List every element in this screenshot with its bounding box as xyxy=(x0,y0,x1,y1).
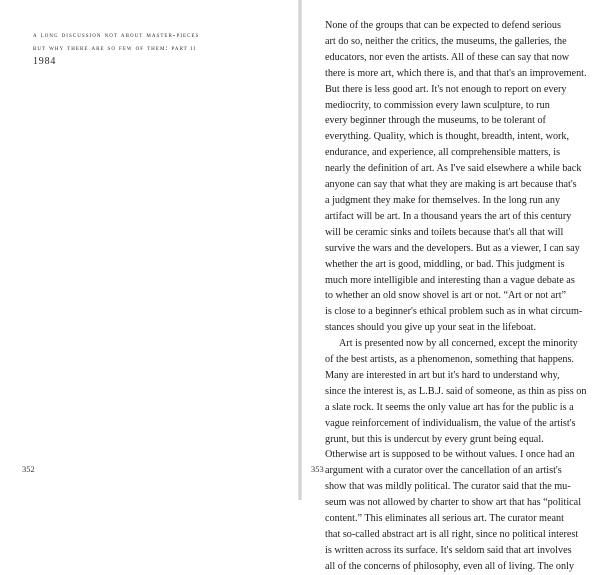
text-line: grunt, but this is undercut by every grunt being equal. xyxy=(325,433,544,445)
text-line: is close to a beginner's ethical problem such as in what circum- xyxy=(325,306,583,318)
text-line: all of the concerns of philosophy, even all of living. The only xyxy=(325,560,574,572)
text-line: art do so, neither the critics, the museums, the galleries, the xyxy=(325,35,567,47)
text-line: seum was not allowed by charter to show art that has “political xyxy=(325,497,582,509)
text-line: to whether an old snow shovel is art or not. “Art or not art” xyxy=(325,290,567,302)
running-head-line-1: a long discussion not about master-pieces xyxy=(33,30,200,39)
text-line: whether the art is good, middling, or bad. This judgment is xyxy=(325,258,565,270)
chapter-year: 1984 xyxy=(33,56,57,67)
text-line: endurance, and experience, all comprehensible matters, is xyxy=(325,147,561,159)
text-line: survive the wars and the developers. But as a viewer, I can say xyxy=(325,242,580,254)
text-line: there is more art, which there is, and that that's an improvement. xyxy=(325,67,587,79)
text-line: educators, nor even the artists. All of these can say that now xyxy=(325,51,570,63)
right-page xyxy=(302,0,600,572)
body-text xyxy=(325,18,587,575)
text-line: content.” This eliminates all serious art. The curator meant xyxy=(325,513,564,525)
text-line: of the best artists, as a phenomenon, something that happens. xyxy=(325,354,574,366)
text-line: every beginner through the museums, to be tolerant of xyxy=(325,115,546,127)
running-head-line-2: but why there are so few of them: part ii xyxy=(33,43,197,52)
page-number-right: 353 xyxy=(311,464,324,474)
text-line: Otherwise art is supposed to be without values. I once had an xyxy=(325,449,575,461)
text-line: much more intelligible and interesting than a vague debate as xyxy=(325,274,575,286)
text-line: a slate rock. It seems the only value art has for the public is a xyxy=(325,401,574,413)
left-page xyxy=(0,0,298,500)
text-line: But there is less good art. It's not enough to report on every xyxy=(325,83,567,95)
text-line: everything. Quality, which is thought, breadth, intent, work, xyxy=(325,131,570,143)
text-line: mediocrity, to commission every lawn sculpture, to run xyxy=(325,99,550,111)
text-line: None of the groups that can be expected to defend serious xyxy=(325,20,561,31)
text-line: vague reinforcement of individualism, the value of the artist's xyxy=(325,417,576,429)
chapter-running-head xyxy=(33,28,283,68)
text-line: since the interest is, as L.B.J. said of someone, as thin as piss on xyxy=(325,385,587,397)
text-line: nearly the definition of art. As I've said elsewhere a while back xyxy=(325,163,582,175)
text-line: that so-called abstract art is all right, since no political interest xyxy=(325,529,579,540)
text-line: Art is presented now by all concerned, except the minority xyxy=(339,338,578,350)
text-line: show that was mildly political. The curator said that the mu- xyxy=(325,481,571,493)
page-number-left: 352 xyxy=(22,464,35,474)
text-line: artifact will be art. In a thousand years the art of this century xyxy=(325,210,572,222)
text-line: a judgment they make for themselves. In the long run any xyxy=(325,194,561,206)
text-line: argument with a curator over the cancellation of an artist's xyxy=(325,465,562,477)
text-line: stances should you give up your seat in the lifeboat. xyxy=(325,322,537,334)
text-line: will be ceramic sinks and toilets because that's all that will xyxy=(325,226,564,238)
text-line: anyone can say that what they are making is art because that's xyxy=(325,179,577,191)
text-line: Many are interested in art but it's hard to understand why, xyxy=(325,369,560,381)
text-line: is written across its surface. It's seldom said that art involves xyxy=(325,544,572,556)
